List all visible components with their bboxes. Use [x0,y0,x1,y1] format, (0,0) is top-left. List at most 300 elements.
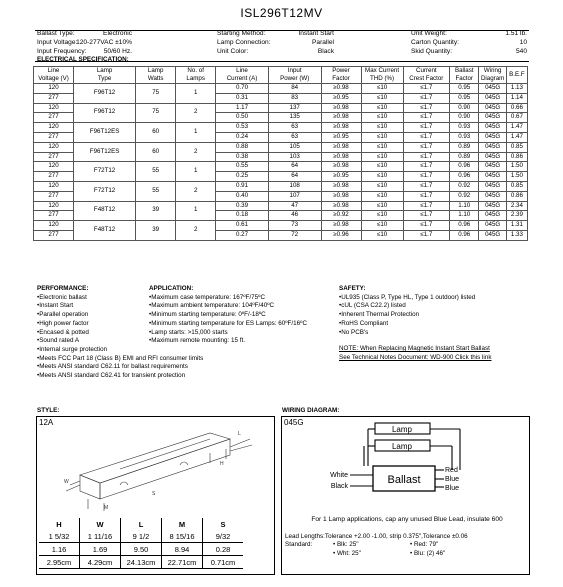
spec-cell: ≤10 [361,230,403,240]
spec-column-header [176,67,216,84]
spec-cell: ≤1.7 [403,123,449,133]
dim-cell: 1.16 [39,543,80,556]
cell-watts: 55 [136,162,176,182]
spec-cell: 0.96 [449,162,478,172]
spec-col-line2: Factor [332,75,350,82]
dim-cell: 2.95cm [39,556,80,569]
bullet-item: • Maximum remote mounting: 15 ft. [149,337,307,346]
spec-cell: ≤10 [361,181,403,191]
bullet-item: • Maximum case temperature: 167ºF/75ºC [149,294,307,303]
spec-cell: ≤10 [361,123,403,133]
spec-cell: ≤1.7 [403,221,449,231]
spec-column-header [361,67,403,84]
spacer [339,337,491,345]
bullet-item: • Maximum ambient temperature: 104ºF/40ºC [149,302,307,311]
spec-cell: 0.24 [216,132,269,142]
bullet-item: • Parallel operation [37,311,203,320]
spec-cell: 63 [268,123,321,133]
spec-cell: 045G [479,93,506,103]
spec-cell: 0.38 [216,152,269,162]
cell-lamp: F48T12 [74,221,136,241]
spec-cell: ≥0.98 [321,181,361,191]
spec-column-header [136,67,176,84]
cell-watts: 60 [136,142,176,162]
dim-cell: 1 5/32 [39,530,80,543]
spec-cell: ≤10 [361,162,403,172]
spec-col-line1: Wiring [483,67,502,74]
spec-cell: 0.86 [506,191,527,201]
cell-line-voltage: 277 [34,211,74,221]
spec-cell: ≥0.98 [321,152,361,162]
bullet-item: • Internal surge protection [37,346,203,355]
wiring-title: WIRING DIAGRAM: [282,407,340,414]
cell-line-voltage: 120 [34,162,74,172]
spec-cell: 0.88 [216,142,269,152]
spec-col-line2: Current (A) [226,75,258,82]
spec-cell: 0.89 [449,142,478,152]
spec-cell: 0.86 [506,152,527,162]
spec-cell: 2.39 [506,211,527,221]
header-value: Electronic [103,30,132,37]
spec-cell: 105 [268,142,321,152]
spec-cell: 1.13 [506,84,527,94]
header-label: Lamp Connection: [217,39,271,46]
spec-cell: 73 [268,221,321,231]
spec-cell: 045G [479,201,506,211]
cell-watts: 39 [136,201,176,221]
spec-col-line1: Line [236,67,248,74]
cell-watts: 75 [136,84,176,104]
spec-col-line2: Lamps [186,75,205,82]
header-value: 1.51 lb. [505,30,527,37]
spec-cell: 107 [268,191,321,201]
spec-cell: 0.55 [216,162,269,172]
header-label: Input Voltage: [37,39,78,46]
spec-cell: 63 [268,132,321,142]
spec-cell: 0.85 [506,181,527,191]
svg-text:M: M [104,505,109,511]
spec-cell: ≤1.7 [403,84,449,94]
bullet-item: • Meets ANSI standard C62.11 for ballast requirements [37,363,203,372]
cell-lamp: F72T12 [74,162,136,182]
spec-cell: ≥0.95 [321,93,361,103]
spec-cell: ≤10 [361,172,403,182]
section-heading: APPLICATION: [149,285,194,292]
bullet-item: • Encased & potted [37,329,203,338]
spec-cell: 0.18 [216,211,269,221]
spec-column-header [268,67,321,84]
spec-cell: ≥0.98 [321,113,361,123]
cell-lamp: F72T12 [74,181,136,201]
dim-cell: 0.71cm [203,556,244,569]
cell-line-voltage: 120 [34,103,74,113]
cell-watts: 39 [136,221,176,241]
spec-cell: ≤1.7 [403,230,449,240]
dimension-table [39,518,243,569]
cell-lamps: 2 [176,221,216,241]
spec-cell: 1.50 [506,172,527,182]
spec-cell: ≤10 [361,84,403,94]
wiring-note: For 1 Lamp applications, cap any unused Blue Lead, insulate 600 [311,516,503,523]
spec-col-line1: Lamp [147,67,164,74]
spec-cell: 0.53 [216,123,269,133]
cell-line-voltage: 277 [34,152,74,162]
spec-cell: 0.70 [216,84,269,94]
bullet-item: • Electronic ballast [37,294,203,303]
dim-header: S [220,519,226,529]
spec-row [34,103,528,113]
spec-cell: 0.50 [216,113,269,123]
spec-col-line1: Lamp [96,67,113,74]
spec-cell: 135 [268,113,321,123]
spec-row [34,162,528,172]
spec-cell: 0.96 [449,221,478,231]
dim-cell: 8.94 [162,543,203,556]
spec-cell: ≤1.7 [403,113,449,123]
cell-lamp: F96T12 [74,103,136,123]
spec-cell: ≤10 [361,93,403,103]
cell-line-voltage: 120 [34,123,74,133]
spec-column-header [479,67,506,84]
dim-header: H [39,518,80,530]
cell-line-voltage: 120 [34,84,74,94]
spec-cell: 64 [268,172,321,182]
section-heading: SAFETY: [339,285,366,292]
spec-cell: ≥0.98 [321,221,361,231]
spec-col-line2: Type [97,75,112,82]
spec-cell: 84 [268,84,321,94]
cell-lamps: 1 [176,162,216,182]
spec-col-line1: Current [415,67,437,74]
spec-column-header [449,67,478,84]
header-value: 50/60 Hz. [103,48,132,55]
lamp-1-label: Lamp [391,425,413,434]
spec-cell: ≤1.7 [403,132,449,142]
spec-cell: 045G [479,103,506,113]
cell-watts: 55 [136,181,176,201]
cell-watts: 75 [136,103,176,123]
spec-cell: 0.95 [449,93,478,103]
spec-cell: ≥0.96 [321,230,361,240]
lead-white: White [330,472,348,479]
dim-header: M [162,518,203,530]
spec-cell: 0.27 [216,230,269,240]
spec-col-line1: Power [332,67,350,74]
spec-col-line2: Power (W) [280,75,310,82]
lamp-2-label: Lamp [391,442,413,451]
spec-column-header [74,67,136,84]
spec-cell: ≥0.95 [321,172,361,182]
spec-cell: ≤10 [361,211,403,221]
bullet-item: • Meets ANSI standard C62.41 for transient protection [37,372,203,381]
cell-lamps: 1 [176,123,216,143]
cell-line-voltage: 277 [34,132,74,142]
header-label: Unit Weight: [411,30,447,37]
spec-col-line1: No. of [187,67,204,74]
spec-cell: 72 [268,230,321,240]
lead-lengths: Lead Lengths:Tolerance +2.00 -1.00, strip 0.375",Tolerance ±0.06 [285,533,468,540]
style-code: 12A [39,418,54,427]
dim-cell: 24.13cm [121,556,162,569]
cell-line-voltage: 120 [34,181,74,191]
cell-watts: 60 [136,123,176,143]
spec-cell: ≤1.7 [403,201,449,211]
spec-row [34,84,528,94]
spec-cell: 1.17 [216,103,269,113]
spec-col-line1: Max Current [365,67,400,74]
spec-cell: 1.10 [449,211,478,221]
cell-line-voltage: 277 [34,230,74,240]
spec-cell: 0.91 [216,181,269,191]
cell-lamps: 1 [176,201,216,221]
spec-column-header [216,67,269,84]
spec-column-header [34,67,74,84]
header-value: Parallel [312,39,334,46]
spec-col-line2: Factor [455,75,473,82]
spec-cell: 0.90 [449,103,478,113]
cell-line-voltage: 120 [34,201,74,211]
spec-cell: ≤1.7 [403,181,449,191]
spec-cell: 47 [268,201,321,211]
spec-cell: ≥0.98 [321,142,361,152]
spec-cell: 0.96 [449,230,478,240]
safety-note-link-1[interactable]: NOTE: When Replacing Magnetic Instant Start Ballast [339,345,490,353]
bullet-item: • High power factor [37,320,203,329]
spec-cell: 108 [268,181,321,191]
spec-cell: ≤10 [361,221,403,231]
spec-cell: 0.61 [216,221,269,231]
spec-cell: 0.25 [216,172,269,182]
dim-cell: 1.69 [80,543,121,556]
cell-lamp: F96T12ES [74,142,136,162]
bullet-item: • UL935 (Class P, Type HL, Type 1 outdoor) listed [339,294,491,303]
electrical-spec-table [33,66,528,241]
spec-cell: ≤1.7 [403,103,449,113]
bullet-item: • Inherent Thermal Protection [339,311,491,320]
spec-row [34,142,528,152]
spec-cell: ≤10 [361,201,403,211]
dim-cell: 9/32 [203,530,244,543]
spec-cell: 045G [479,113,506,123]
spec-cell: 1.14 [506,93,527,103]
spec-col-line1: Line [47,67,60,74]
lead-black: Black [330,483,348,490]
header-label: Ballast Type: [37,30,75,37]
dim-cell: 1 11/16 [80,530,121,543]
spec-cell: 1.10 [449,201,478,211]
spec-cell: ≤10 [361,152,403,162]
spec-cell: ≥0.98 [321,201,361,211]
header-value: 120-277VAC ±10% [76,39,132,46]
spec-cell: ≥0.98 [321,103,361,113]
spec-cell: 0.85 [506,142,527,152]
spec-cell: 1.31 [506,221,527,231]
spec-cell: 0.31 [216,93,269,103]
spec-cell: 045G [479,123,506,133]
cell-line-voltage: 120 [34,221,74,231]
wiring-code: 045G [284,418,304,427]
application-section [149,285,307,346]
spec-cell: 045G [479,181,506,191]
spec-col-line1: Input [287,67,302,74]
cell-lamp: F96T12 [74,84,136,104]
cell-line-voltage: 277 [34,113,74,123]
spec-cell: 045G [479,142,506,152]
spec-cell: ≤10 [361,191,403,201]
cell-lamps: 2 [176,181,216,201]
spec-row [34,221,528,231]
cell-line-voltage: 277 [34,172,74,182]
header-label: Skid Quantity: [411,48,453,55]
spec-cell: 045G [479,152,506,162]
cell-line-voltage: 277 [34,93,74,103]
cell-lamps: 2 [176,142,216,162]
lead-wht: • Wht: 25" [333,550,361,557]
spec-cell: 83 [268,93,321,103]
spec-cell: ≤1.7 [403,152,449,162]
spec-cell: ≤1.7 [403,93,449,103]
dim-cell: 9 1/2 [121,530,162,543]
lead-blue-1: Blue [445,476,460,483]
spec-row [34,181,528,191]
spec-cell: 045G [479,162,506,172]
spec-cell: 045G [479,221,506,231]
spec-cell: ≥0.95 [321,132,361,142]
spec-cell: ≤10 [361,113,403,123]
header-label: Unit Color: [217,48,249,55]
svg-text:L: L [238,431,241,437]
spec-cell: ≥0.98 [321,162,361,172]
safety-note-link-2[interactable]: See Technical Notes Document: WD-900 Click this link [339,353,492,361]
bullet-item: • No PCB's [339,329,491,338]
lead-red: Red [445,467,458,474]
spec-cell: 045G [479,172,506,182]
spec-cell: 045G [479,230,506,240]
cell-line-voltage: 277 [34,191,74,201]
spec-cell: 137 [268,103,321,113]
spec-cell: ≥0.98 [321,191,361,201]
spec-cell: ≥0.98 [321,84,361,94]
dim-cell: 22.71cm [162,556,203,569]
spec-cell: 0.92 [449,181,478,191]
header-value: 10 [519,39,527,46]
bullet-item: • Lamp starts: >15,000 starts [149,329,307,338]
safety-section [339,285,491,363]
lead-blue-2: Blue [445,485,460,492]
spec-col-line2: Crest Factor [409,75,444,82]
spec-cell: 46 [268,211,321,221]
bullet-item: • Minimum starting temperature: 0ºF/-18ºC [149,311,307,320]
page-title: ISL296T12MV [240,6,323,20]
spec-cell: 0.95 [449,84,478,94]
spec-column-header [506,67,527,84]
spec-cell: 2.34 [506,201,527,211]
ballast-label: Ballast [387,474,421,486]
spec-cell: 0.67 [506,113,527,123]
ballast-drawing [60,425,260,515]
svg-text:S: S [152,491,156,497]
spec-cell: 0.39 [216,201,269,211]
lead-blu: • Blu: (2) 46" [410,550,446,557]
dim-header: L [121,518,162,530]
header-label: Starting Method: [217,30,266,37]
dim-cell: 4.29cm [80,556,121,569]
cell-lamps: 1 [176,84,216,104]
spec-cell: 045G [479,191,506,201]
spec-cell: 0.66 [506,103,527,113]
section-heading: PERFORMANCE: [37,285,89,292]
spec-cell: ≤10 [361,103,403,113]
spec-row [34,201,528,211]
spec-cell: 1.50 [506,162,527,172]
spec-cell: 0.92 [449,191,478,201]
bullet-item: • Meets FCC Part 18 (Class B) EMI and RFI consumer limits [37,355,203,364]
spec-cell: ≤10 [361,142,403,152]
lead-red-length: • Red: 79" [410,541,439,548]
bullet-item: • Sound rated A [37,337,203,346]
dim-cell: 0.28 [203,543,244,556]
spec-cell: 103 [268,152,321,162]
spec-cell: 1.47 [506,123,527,133]
lead-standard: Standard: [285,541,313,548]
spec-cell: 0.40 [216,191,269,201]
dim-header: W [80,518,121,530]
spec-col-line2: Watts [147,75,164,82]
spec-cell: ≤1.7 [403,211,449,221]
bullet-item: • cUL (CSA C22.2) listed [339,302,491,311]
cell-lamp: F48T12 [74,201,136,221]
svg-text:H: H [220,461,224,467]
lead-blk: • Blk: 25" [333,541,359,548]
spec-cell: 0.89 [449,152,478,162]
spec-column-header [321,67,361,84]
spec-col-line2: Voltage (V) [38,75,69,82]
spec-title: ELECTRICAL SPECIFICATION: [37,56,129,63]
spec-col-line2: THD (%) [370,75,395,82]
cell-lamps: 2 [176,103,216,123]
style-title: STYLE: [37,407,60,414]
spec-cell: ≥0.92 [321,211,361,221]
spec-col-line1: Ballast [454,67,474,74]
spec-cell: 0.93 [449,123,478,133]
spec-row [34,123,528,133]
spec-cell: 0.90 [449,113,478,123]
header-label: Input Frequency: [37,48,87,55]
header-label: Carton Quantity: [411,39,460,46]
header-value: Black [317,48,334,55]
header-value: 540 [515,48,527,55]
spec-cell: 045G [479,132,506,142]
spec-col-line1: B.E.F [509,71,525,78]
spec-cell: 64 [268,162,321,172]
spec-cell: 0.93 [449,132,478,142]
wiring-diagram [320,420,500,505]
spec-cell: ≤10 [361,132,403,142]
spec-column-header [403,67,449,84]
spec-cell: ≤1.7 [403,191,449,201]
spec-cell: ≤1.7 [403,162,449,172]
spec-cell: ≤1.7 [403,142,449,152]
svg-text:W: W [64,479,69,485]
spec-col-line2: Diagram [480,75,505,82]
cell-lamp: F96T12ES [74,123,136,143]
dim-cell: 9.50 [121,543,162,556]
bullet-item: • Minimum starting temperature for ES Lamps: 60ºF/16ºC [149,320,307,329]
spec-cell: 1.33 [506,230,527,240]
spec-cell: 045G [479,84,506,94]
header-value: Instant Start [298,30,334,37]
bullet-item: • RoHS Compliant [339,320,491,329]
